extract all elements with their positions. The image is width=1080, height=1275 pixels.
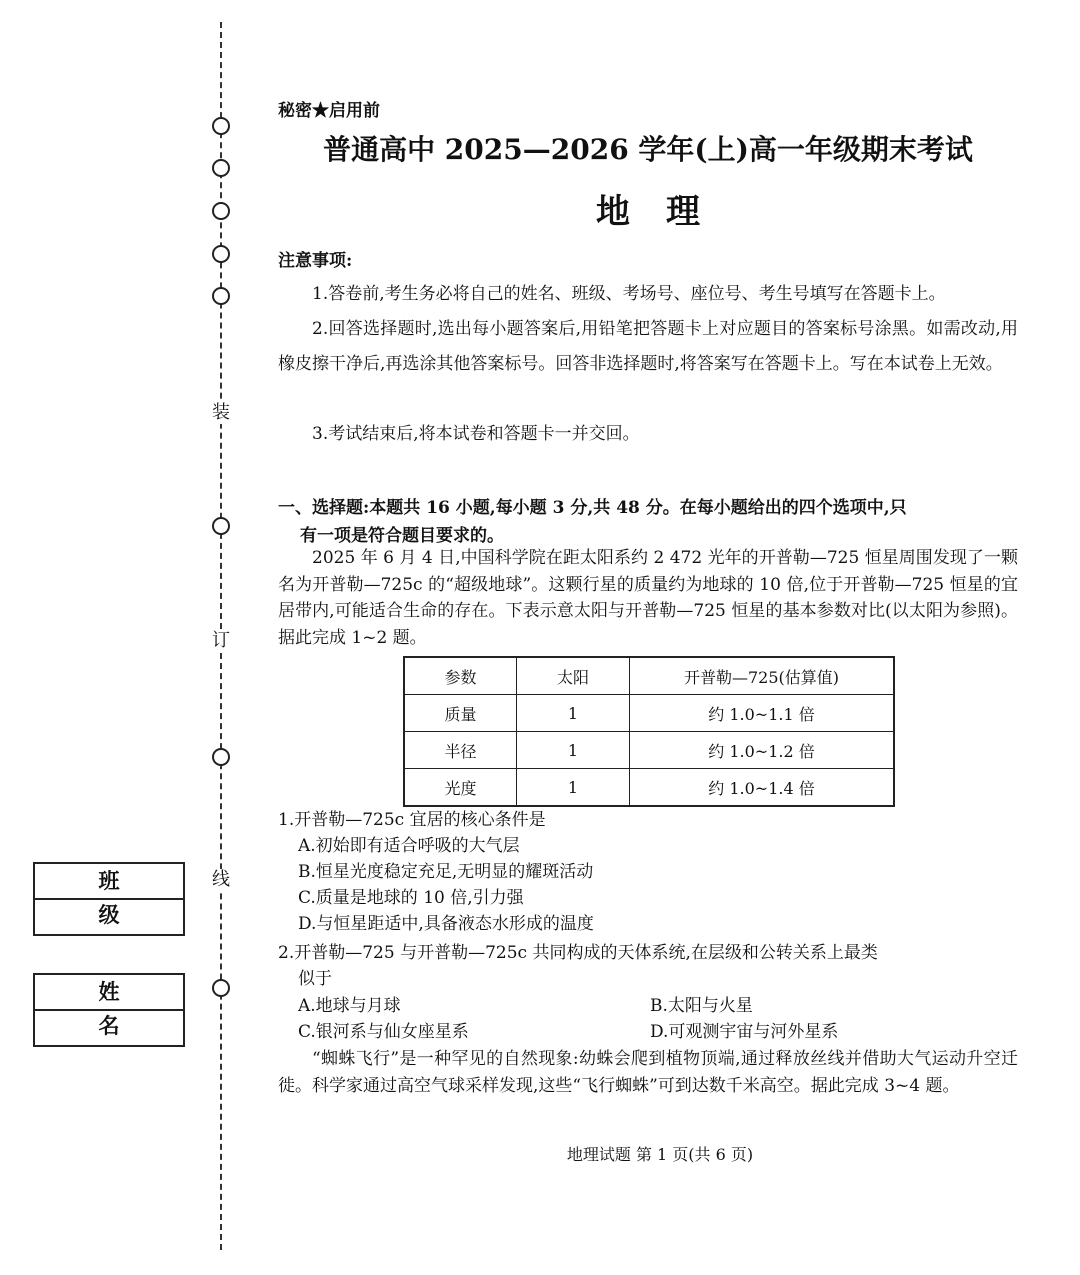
exam-title: 普通高中 2025—2026 学年(上)高一年级期末考试: [323, 133, 973, 166]
table-header-cell: 参数: [404, 657, 517, 695]
binding-hole: [212, 748, 230, 766]
page-footer: 地理试题 第 1 页(共 6 页): [566, 1145, 754, 1164]
question-1-option-d: D.与恒星距适中,具备液态水形成的温度: [298, 914, 594, 934]
class-box: [33, 862, 185, 936]
table-row: [404, 732, 894, 769]
binding-char-ding: 订: [208, 630, 234, 652]
notice-item-3: 3.考试结束后,将本试卷和答题卡一并交回。: [312, 424, 640, 444]
binding-hole: [212, 517, 230, 535]
binding-hole: [212, 979, 230, 997]
binding-hole: [212, 245, 230, 263]
binding-hole: [212, 117, 230, 135]
table-cell: 1: [517, 695, 630, 732]
question-2-option-b: B.太阳与火星: [650, 996, 753, 1016]
binding-hole: [212, 159, 230, 177]
table-cell: 约 1.0~1.1 倍: [630, 695, 895, 732]
class-label: 班级: [35, 864, 183, 900]
parameter-table: [403, 656, 895, 807]
question-2-stem-line1: 2.开普勒—725 与开普勒—725c 共同构成的天体系统,在层级和公转关系上最类: [278, 943, 878, 963]
table-cell: 约 1.0~1.4 倍: [630, 769, 895, 807]
table-cell: 质量: [404, 695, 517, 732]
question-1-option-a: A.初始即有适合呼吸的大气层: [298, 836, 520, 856]
notice-item-1: 1.答卷前,考生务必将自己的姓名、班级、考场号、座位号、考生号填写在答题卡上。: [312, 284, 946, 304]
table-header-cell: 开普勒—725(估算值): [630, 657, 895, 695]
question-1-stem: 1.开普勒—725c 宜居的核心条件是: [278, 810, 546, 830]
binding-hole: [212, 202, 230, 220]
secret-label: 秘密★启用前: [278, 101, 380, 121]
section-heading-line1: 一、选择题:本题共 16 小题,每小题 3 分,共 48 分。在每小题给出的四个选项中,只: [278, 498, 907, 518]
binding-char-xian: 线: [208, 869, 234, 891]
question-2-stem-line2: 似于: [298, 969, 332, 989]
notice-heading: 注意事项:: [278, 251, 353, 271]
name-box: [33, 973, 185, 1047]
question-2-option-d: D.可观测宇宙与河外星系: [650, 1022, 839, 1042]
section-heading-line2: 有一项是符合题目要求的。: [300, 526, 504, 546]
question-2-option-a: A.地球与月球: [298, 996, 401, 1016]
table-cell: 1: [517, 732, 630, 769]
section-heading: [278, 494, 1018, 550]
binding-char-zhuang: 装: [208, 402, 234, 424]
name-label: 姓名: [35, 975, 183, 1011]
table-cell: 1: [517, 769, 630, 807]
notice-item-2: 2.回答选择题时,选出每小题答案后,用铅笔把答题卡上对应题目的答案标号涂黑。如需改动,用橡皮擦干净后,再选涂其他答案标号。回答非选择题时,将答案写在答题卡上。写在本试卷上无效。: [278, 319, 1018, 374]
question-2-option-c: C.银河系与仙女座星系: [298, 1022, 469, 1042]
binding-hole: [212, 287, 230, 305]
table-row: [404, 695, 894, 732]
subject-title: 地理: [596, 192, 736, 232]
intro-passage-2: “蜘蛛飞行”是一种罕见的自然现象:幼蛛会爬到植物顶端,通过释放丝线并借助大气运动升空迁徙。科学家通过高空气球采样发现,这些“飞行蜘蛛”可到达数千米高空。据此完成 3~4 题。: [278, 1049, 1018, 1096]
table-header-cell: 太阳: [517, 657, 630, 695]
question-1-option-b: B.恒星光度稳定充足,无明显的耀斑活动: [298, 862, 594, 882]
table-cell: 约 1.0~1.2 倍: [630, 732, 895, 769]
table-cell: 光度: [404, 769, 517, 807]
table-cell: 半径: [404, 732, 517, 769]
question-1-option-c: C.质量是地球的 10 倍,引力强: [298, 888, 524, 908]
intro-passage-1: 2025 年 6 月 4 日,中国科学院在距太阳系约 2 472 光年的开普勒—725 恒星周围发现了一颗名为开普勒—725c 的“超级地球”。这颗行星的质量约为地球的 10 倍,位于开普勒—725 恒星的宜居带内,可能适合生命的存在。下表示意太阳与开普勒—725 恒星的基本参数对比(以太阳为参照)。据此完成 1~2 题。: [278, 548, 1018, 648]
table-row: [404, 769, 894, 807]
table-header-row: [404, 657, 894, 695]
